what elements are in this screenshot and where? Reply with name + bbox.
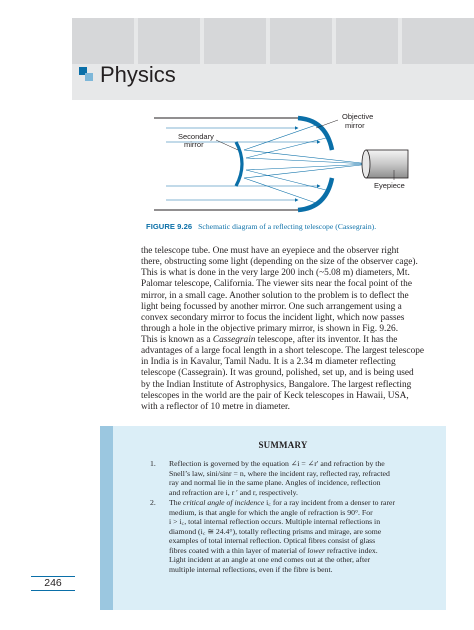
summary-item: 1. Reflection is governed by the equation ∠i = ∠r′ and refraction by the Snell’s law, sini/sinr = n, where the incident ray, reflected ray, refracted ray and normal lie in the same plane. Angles of incidence, reflection and refraction are i, r ′ and r, respectively. [150, 459, 390, 497]
label-objective-mirror: Objective [342, 112, 374, 121]
page-number: 246 [31, 576, 75, 591]
objective-mirror-upper [298, 118, 332, 150]
chapter-marker-icon [79, 67, 93, 81]
tube-lower-edge [154, 178, 332, 210]
header-tab-block [336, 18, 398, 64]
eyepiece-tube [366, 150, 408, 178]
header-tab-block [72, 18, 134, 64]
summary-title: SUMMARY [258, 440, 308, 450]
summary-item: 2. The critical angle of incidence i꜀ for a ray incident from a denser to rarer medium, is that angle for which the angle of refraction is 90°. For i > i꜀, total internal reflection occurs. Multiple internal reflections in diamond (i꜀ ≅ 24.4°), totally reflecting prisms and mirage, are some examples of total internal reflection. Optical fibres consist of glass fibres coated with a thin layer of material of lower refractive index. Light incident at an angle at one end comes out at the other, after multiple internal reflections, even if the fibre is bent. [150, 498, 396, 575]
label-secondary-mirror: Secondary [178, 132, 214, 141]
header-tab-block [402, 18, 474, 64]
page-header-title: Physics [100, 62, 176, 87]
left-margin-column [0, 0, 72, 630]
figure-caption-text: Schematic diagram of a reflecting telescope (Cassegrain). [198, 222, 377, 231]
header-divider [72, 100, 474, 102]
label-eyepiece: Eyepiece [374, 181, 405, 190]
header-tab-block [270, 18, 332, 64]
figure-caption [146, 222, 446, 231]
summary-side-bar [100, 426, 113, 610]
secondary-mirror [236, 142, 242, 186]
objective-mirror-lower [298, 178, 332, 210]
body-paragraph: the telescope tube. One must have an eyepiece and the observer right there, obstructing some light (depending on the size of the observer cage). This is what is done in the very large 200 inch (~5.08 m) diameters, Mt. Palomar telescope, California. The viewer sits near the focal point of the mirror, in a small cage. Another solution to the problem is to deflect the light being focussed by another mirror. One such arrangement using a convex secondary mirror to focus the incident light, which now passes through a hole in the objective primary mirror, is shown in Fig. 9.26. This is known as a Cassegrain telescope, after its inventor. It has the advantages of a large focal length in a short telescope. The largest telescope in India is in Kavalur, Tamil Nadu. It is a 2.34 m diameter reflecting telescope (Cassegrain). It was ground, polished, set up, and is being used by the Indian Institute of Astrophysics, Bangalore. The largest reflecting telescopes in the world are the pair of Keck telescopes in Hawaii, USA, with a reflector of 10 metre in diameter. [141, 246, 425, 412]
figure-number: FIGURE 9.26 [146, 222, 193, 231]
header-tab-block [138, 18, 200, 64]
header-tab-block [204, 18, 266, 64]
svg-text:mirror: mirror [345, 121, 365, 130]
summary-list [150, 459, 440, 576]
telescope-diagram [148, 106, 438, 218]
svg-text:mirror: mirror [184, 140, 204, 149]
